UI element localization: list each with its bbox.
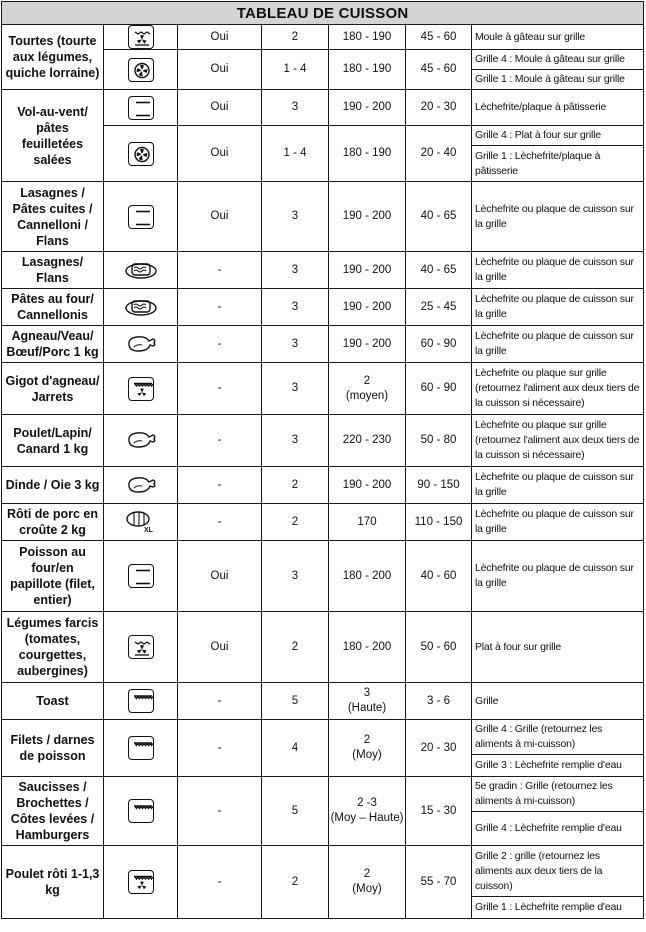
conventional-icon — [128, 96, 154, 120]
temperature-cell: 190 - 200 — [329, 252, 406, 289]
function-icon-cell — [104, 504, 178, 541]
accessory-cell: Grille 4 : Lèchefrite remplie d'eau — [472, 812, 644, 846]
accessory-cell: Lèchefrite ou plaque de cuisson sur la grille — [472, 541, 644, 612]
time-cell: 40 - 60 — [406, 541, 472, 612]
turbo-grill-icon — [128, 870, 154, 894]
time-cell: 40 - 65 — [406, 182, 472, 252]
time-cell: 15 - 30 — [406, 777, 472, 846]
time-cell: 25 - 45 — [406, 289, 472, 326]
roast-icon — [124, 473, 158, 498]
preheat-cell: - — [178, 252, 262, 289]
level-cell: 3 — [262, 289, 329, 326]
time-cell: 50 - 80 — [406, 415, 472, 467]
accessory-cell: Lèchefrite ou plaque sur grille (retournez l'aliment aux deux tiers de la cuisson si nécessaire) — [472, 415, 644, 467]
time-cell: 20 - 30 — [406, 720, 472, 777]
svg-text:XL: XL — [143, 526, 153, 533]
preheat-cell: Oui — [178, 612, 262, 683]
table-row — [2, 777, 644, 812]
table-row — [2, 541, 644, 612]
time-cell: 90 - 150 — [406, 467, 472, 504]
food-cell: Lasagnes/ Flans — [2, 252, 104, 289]
accessory-cell: Grille 4 : Moule à gâteau sur grille — [472, 50, 644, 70]
grill-fan-icon — [128, 635, 154, 659]
preheat-cell: Oui — [178, 90, 262, 126]
level-cell: 5 — [262, 683, 329, 720]
temperature-cell: 180 - 190 — [329, 25, 406, 50]
accessory-cell: Lèchefrite ou plaque de cuisson sur la grille — [472, 289, 644, 326]
food-cell: Pâtes au four/ Cannellonis — [2, 289, 104, 326]
conventional-icon — [128, 564, 154, 588]
accessory-cell: Lèchefrite ou plaque de cuisson sur la grille — [472, 467, 644, 504]
accessory-cell: Grille 3 : Lèchefrite remplie d'eau — [472, 755, 644, 777]
temperature-cell: 170 — [329, 504, 406, 541]
function-icon-cell — [104, 126, 178, 182]
preheat-cell: - — [178, 326, 262, 363]
table-row — [2, 720, 644, 755]
time-cell: 110 - 150 — [406, 504, 472, 541]
preheat-cell: - — [178, 467, 262, 504]
function-icon-cell — [104, 50, 178, 90]
accessory-cell: Plat à four sur grille — [472, 612, 644, 683]
accessory-cell: Moule à gâteau sur grille — [472, 25, 644, 50]
table-row — [2, 467, 644, 504]
food-cell: Lasagnes / Pâtes cuites / Cannelloni / Flans — [2, 182, 104, 252]
level-cell: 2 — [262, 467, 329, 504]
level-cell: 4 — [262, 720, 329, 777]
accessory-cell: Grille — [472, 683, 644, 720]
accessory-cell: Grille 2 : grille (retournez les aliments aux deux tiers de la cuisson) — [472, 846, 644, 897]
food-cell: Poulet/Lapin/ Canard 1 kg — [2, 415, 104, 467]
accessory-cell: Lèchefrite ou plaque de cuisson sur la grille — [472, 326, 644, 363]
level-cell: 3 — [262, 252, 329, 289]
food-cell: Agneau/Veau/ Bœuf/Porc 1 kg — [2, 326, 104, 363]
preheat-cell: Oui — [178, 182, 262, 252]
food-cell: Dinde / Oie 3 kg — [2, 467, 104, 504]
accessory-cell: Grille 1 : Lèchefrite/plaque à pâtisserie — [472, 146, 644, 182]
accessory-cell: Lèchefrite ou plaque de cuisson sur la grille — [472, 252, 644, 289]
temperature-cell: 190 - 200 — [329, 326, 406, 363]
level-cell: 3 — [262, 415, 329, 467]
table-row — [2, 415, 644, 467]
accessory-cell: Grille 4 : Plat à four sur grille — [472, 126, 644, 146]
function-icon-cell — [104, 777, 178, 846]
time-cell: 45 - 60 — [406, 25, 472, 50]
accessory-cell: Lèchefrite/plaque à pâtisserie — [472, 90, 644, 126]
level-cell: 3 — [262, 90, 329, 126]
food-cell: Filets / darnes de poisson — [2, 720, 104, 777]
roast-xl-icon — [124, 509, 158, 536]
conventional-icon — [128, 205, 154, 229]
time-cell: 20 - 40 — [406, 126, 472, 182]
time-cell: 40 - 65 — [406, 252, 472, 289]
level-cell: 2 — [262, 846, 329, 919]
grill-icon — [128, 799, 154, 823]
level-cell: 2 — [262, 25, 329, 50]
temperature-cell: 2 (moyen) — [329, 363, 406, 415]
table-row — [2, 25, 644, 50]
function-icon-cell — [104, 182, 178, 252]
food-cell: Saucisses / Brochettes / Côtes levées / Hamburgers — [2, 777, 104, 846]
preheat-cell: Oui — [178, 541, 262, 612]
time-cell: 55 - 70 — [406, 846, 472, 919]
accessory-cell: Grille 1 : Moule à gâteau sur grille — [472, 70, 644, 90]
table-row — [2, 90, 644, 126]
food-cell: Rôti de porc en croûte 2 kg — [2, 504, 104, 541]
accessory-cell: Grille 1 : Lèchefrite remplie d'eau — [472, 897, 644, 919]
table-row — [2, 683, 644, 720]
table-row — [2, 846, 644, 897]
food-cell: Vol-au-vent/ pâtes feuilletées salées — [2, 90, 104, 182]
level-cell: 3 — [262, 182, 329, 252]
accessory-cell: Lèchefrite ou plaque sur grille (retournez l'aliment aux deux tiers de la cuisson si nécessaire) — [472, 363, 644, 415]
function-icon-cell — [104, 846, 178, 919]
time-cell: 3 - 6 — [406, 683, 472, 720]
preheat-cell: - — [178, 720, 262, 777]
fan-icon — [128, 142, 154, 166]
table-row — [2, 252, 644, 289]
function-icon-cell — [104, 467, 178, 504]
function-icon-cell — [104, 25, 178, 50]
function-icon-cell — [104, 363, 178, 415]
roast-icon — [124, 332, 158, 357]
time-cell: 60 - 90 — [406, 363, 472, 415]
table-row — [2, 363, 644, 415]
temperature-cell: 180 - 190 — [329, 126, 406, 182]
grill-icon — [128, 736, 154, 760]
temperature-cell: 3 (Haute) — [329, 683, 406, 720]
function-icon-cell — [104, 720, 178, 777]
temperature-cell: 190 - 200 — [329, 289, 406, 326]
dish-icon — [124, 258, 158, 283]
function-icon-cell — [104, 683, 178, 720]
function-icon-cell — [104, 612, 178, 683]
table-row — [2, 612, 644, 683]
food-cell: Légumes farcis (tomates, courgettes, aubergines) — [2, 612, 104, 683]
function-icon-cell — [104, 326, 178, 363]
function-icon-cell — [104, 252, 178, 289]
preheat-cell: - — [178, 504, 262, 541]
level-cell: 3 — [262, 541, 329, 612]
preheat-cell: - — [178, 415, 262, 467]
roast-icon — [124, 428, 158, 453]
table-row — [2, 182, 644, 252]
food-cell: Poisson au four/en papillote (filet, entier) — [2, 541, 104, 612]
table-row — [2, 289, 644, 326]
food-cell: Poulet rôti 1-1,3 kg — [2, 846, 104, 919]
temperature-cell: 190 - 200 — [329, 90, 406, 126]
table-row — [2, 504, 644, 541]
food-cell: Gigot d'agneau/ Jarrets — [2, 363, 104, 415]
preheat-cell: Oui — [178, 25, 262, 50]
accessory-cell: 5e gradin : Grille (retournez les aliments à mi-cuisson) — [472, 777, 644, 812]
level-cell: 3 — [262, 326, 329, 363]
time-cell: 20 - 30 — [406, 90, 472, 126]
function-icon-cell — [104, 289, 178, 326]
function-icon-cell — [104, 541, 178, 612]
turbo-grill-icon — [128, 377, 154, 401]
preheat-cell: - — [178, 289, 262, 326]
accessory-cell: Lèchefrite ou plaque de cuisson sur la grille — [472, 504, 644, 541]
temperature-cell: 190 - 200 — [329, 182, 406, 252]
temperature-cell: 2 (Moy) — [329, 720, 406, 777]
grill-fan-icon — [128, 25, 154, 49]
time-cell: 60 - 90 — [406, 326, 472, 363]
temperature-cell: 190 - 200 — [329, 467, 406, 504]
temperature-cell: 220 - 230 — [329, 415, 406, 467]
preheat-cell: - — [178, 777, 262, 846]
food-cell: Toast — [2, 683, 104, 720]
temperature-cell: 2 (Moy) — [329, 846, 406, 919]
function-icon-cell — [104, 415, 178, 467]
level-cell: 2 — [262, 504, 329, 541]
table-row — [2, 326, 644, 363]
time-cell: 50 - 60 — [406, 612, 472, 683]
accessory-cell: Lèchefrite ou plaque de cuisson sur la grille — [472, 182, 644, 252]
cooking-table — [1, 1, 644, 919]
preheat-cell: Oui — [178, 126, 262, 182]
temperature-cell: 180 - 190 — [329, 50, 406, 90]
level-cell: 3 — [262, 363, 329, 415]
accessory-cell: Grille 4 : Grille (retournez les aliments à mi-cuisson) — [472, 720, 644, 755]
fan-icon — [128, 58, 154, 82]
time-cell: 45 - 60 — [406, 50, 472, 90]
level-cell: 2 — [262, 612, 329, 683]
temperature-cell: 2 -3 (Moy – Haute) — [329, 777, 406, 846]
preheat-cell: - — [178, 363, 262, 415]
temperature-cell: 180 - 200 — [329, 612, 406, 683]
table-title: TABLEAU DE CUISSON — [2, 2, 644, 25]
preheat-cell: - — [178, 846, 262, 919]
level-cell: 1 - 4 — [262, 50, 329, 90]
food-cell: Tourtes (tourte aux légumes, quiche lorraine) — [2, 25, 104, 90]
dish-icon — [124, 295, 158, 320]
grill-icon — [128, 689, 154, 713]
preheat-cell: Oui — [178, 50, 262, 90]
function-icon-cell — [104, 90, 178, 126]
preheat-cell: - — [178, 683, 262, 720]
temperature-cell: 180 - 200 — [329, 541, 406, 612]
level-cell: 5 — [262, 777, 329, 846]
level-cell: 1 - 4 — [262, 126, 329, 182]
